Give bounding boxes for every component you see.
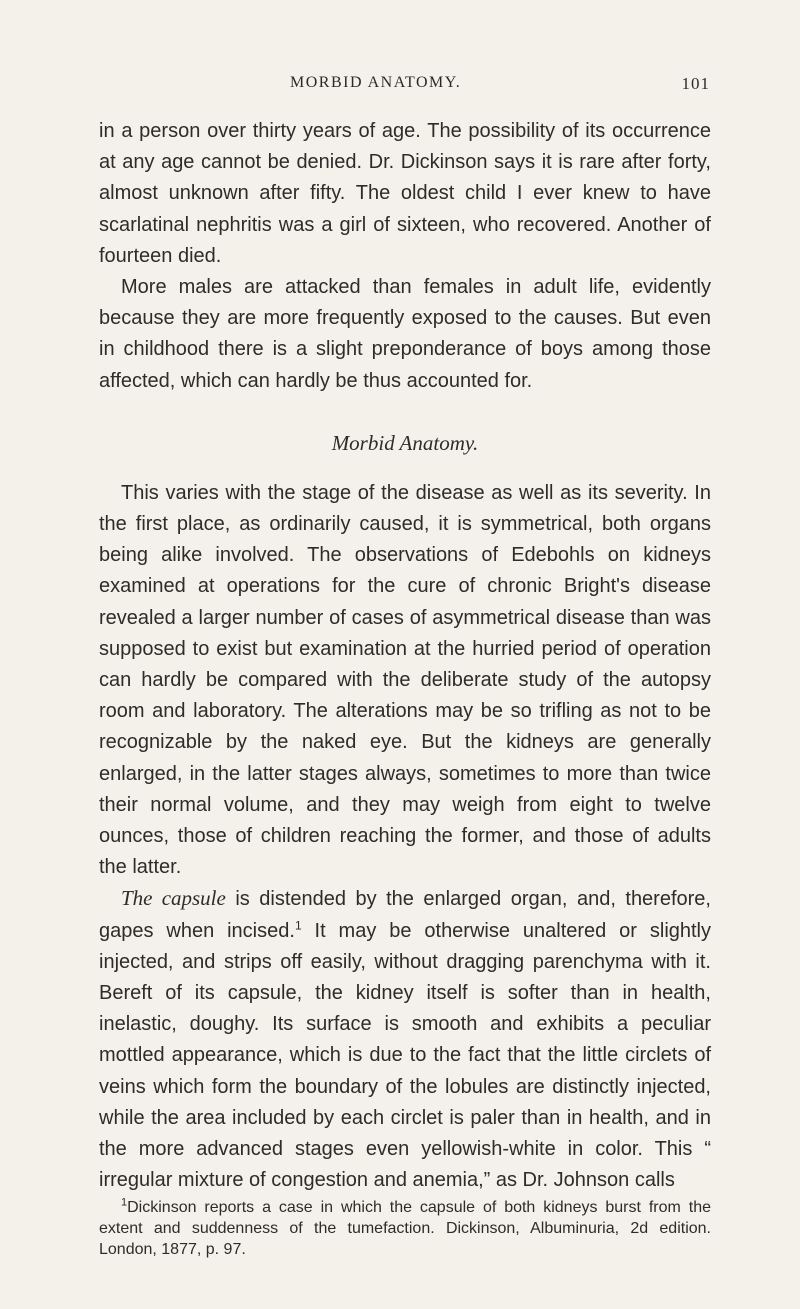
footnote-mark: 1 xyxy=(121,1196,128,1209)
paragraph-3: This varies with the stage of the disease as well as its severity. In the first place, as ordinarily caused, it is symmetrical, both organs being alike involved. The observations of Edebohls on kidneys examined at operations for the cure of chronic Bright's disease revealed a larger number of cases of asymmetrical disease than was supposed to exist but examination at the hurried period of operation can hardly be compared with the deliberate study of the autopsy room and laboratory. The alterations may be so trifling as not to be recognizable by the naked eye. But the kidneys are generally enlarged, in the latter stages always, sometimes to more than twice their normal volume, and they may weigh from eight to twelve ounces, those of children reaching the former, and those of adults the latter. xyxy=(99,481,711,879)
italic-lead: The capsule xyxy=(121,886,226,911)
paragraph-1: in a person over thirty years of age. The possibility of its occurrence at any age cannot be denied. Dr. Dickinson says it is rare after forty, almost unknown after fifty. The oldest child I ever knew to have scarlatinal nephritis was a girl of sixteen, who recovered. Another of fourteen died. xyxy=(99,120,711,267)
footnote-text: Dickinson reports a case in which the capsule of both kidneys burst from the extent and suddenness of the tumefaction. Dickinson, Albuminuria, 2d edition. London, 1877, p. 97. xyxy=(99,1198,711,1258)
page-number: 101 xyxy=(681,74,710,93)
running-head xyxy=(100,74,710,98)
footnote-reference: 1 xyxy=(294,918,302,933)
paragraph-4-text-b: It may be otherwise unaltered or slightly injected, and strips off easily, without dragging parenchyma with it. Bereft of its capsule, the kidney itself is softer than in health, inelastic, doughy. Its surface is smooth and exhibits a peculiar mottled appearance, which is due to the fact that the little circlets of veins which form the boundary of the lobules are distinctly injected, while the area included by each circlet is paler than in health, and in the more advanced stages even yellowish-white in color. This “ irregular mixture of congestion and anemia,” as Dr. Johnson calls xyxy=(99,919,712,1192)
paragraph-4 xyxy=(99,883,711,1196)
paragraph-4-text-a: is distended by the enlarged organ, and, therefore, gapes when incised. xyxy=(99,888,711,942)
footnote xyxy=(99,1197,711,1260)
body-text xyxy=(99,116,711,1260)
paragraph-2: More males are attacked than females in adult life, evidently because they are more frequently exposed to the causes. But even in childhood there is a slight preponderance of boys among those affected, which can hardly be thus accounted for. xyxy=(99,276,711,392)
running-title: MORBID ANATOMY. xyxy=(290,74,462,91)
section-heading: Morbid Anatomy. xyxy=(331,430,479,455)
